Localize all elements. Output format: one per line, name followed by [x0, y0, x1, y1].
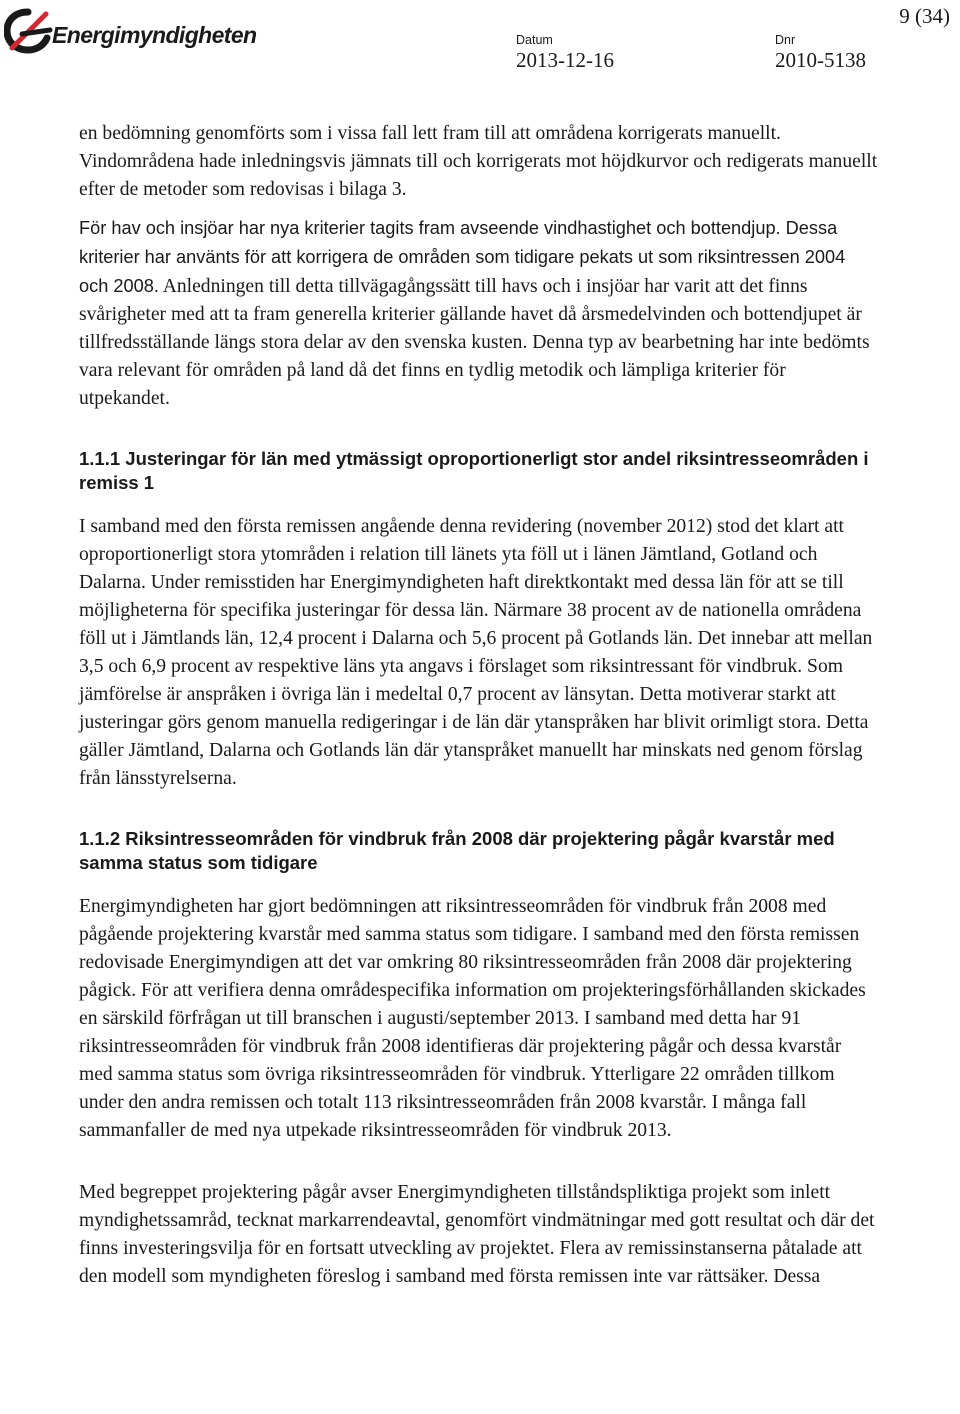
- energimyndigheten-logo: [4, 8, 54, 59]
- section-heading-1-1-1: 1.1.1 Justeringar för län med ytmässigt oproportionerligt stor andel riksintresseområden i remiss 1: [79, 448, 869, 493]
- paragraph-1: en bedömning genomförts som i vissa fall lett fram till att områdena korrigerats manuellt. Vindområdena hade inledningsvis jämnats till och korrigerats mot höjdkurvor och redigerats manuellt efter de metoder som redovisas i bilaga 3.: [79, 123, 878, 200]
- date-label: Datum: [516, 33, 553, 47]
- paragraph-3: I samband med den första remissen angående denna revidering (november 2012) stod det klart att oproportionerligt stora ytområden i relation till länets yta föll ut i länen Jämtland, Gotland och Dalarna. Under remisstiden har Energimyndigheten haft direktkontakt med dessa län för att se till möjligheterna för specifika justeringar för dessa län. Närmare 38 procent av de nationella områdena föll ut i Jämtlands län, 12,4 procent i Dalarna och 5,6 procent på Gotlands län. Det innebar att mellan 3,5 och 6,9 procent av respektive läns yta angavs i förslaget som riksintressant för vindbruk. Som jämförelse är anspråken i övriga län i medeltal 0,7 procent av länsytan. Detta motiverar starkt att justeringar görs genom manuella redigeringar i de län där ytanspråken har blivit orimligt stora. Detta gäller Jämtland, Dalarna och Gotlands län där ytanspråket manuellt har minskats ned genom förslag från länsstyrelserna.: [79, 516, 873, 789]
- dnr-value: 2010-5138: [775, 48, 866, 72]
- date-value: 2013-12-16: [516, 48, 614, 72]
- paragraph-5: Med begreppet projektering pågår avser Energimyndigheten tillståndspliktiga projekt som inlett myndighetssamråd, tecknat markarrendeavtal, genomfört vindmätningar med gott resultat och där det finns investeringsvilja för en fortsatt utveckling av projektet. Flera av remissinstanserna påtalade att den modell som myndigheten föreslog i samband med första remissen inte var rättsäker. Dessa: [79, 1182, 875, 1287]
- paragraph-2: [79, 214, 879, 413]
- page-number: 9 (34): [899, 4, 950, 28]
- paragraph-4: Energimyndigheten har gjort bedömningen att riksintresseområden för vindbruk från 2008 med pågående projektering kvarstår med samma status som tidigare. I samband med den första remissen redovisade Energimyndigen att det var omkring 80 riksintresseområden från 2008 där projektering pågick. För att verifiera denna områdespecifika information om projekteringsförhållanden skickades en särskild förfrågan ut till branschen i augusti/september 2013. I samband med detta har 91 riksintresseområden för vindbruk från 2008 identifieras där projektering pågår och dessa kvarstår med samma status som övriga riksintresseområden för vindbruk. Ytterligare 22 områden tillkom under den andra remissen och totalt 113 riksintresseområden från 2008 kvarstår. I många fall sammanfaller de med nya utpekade riksintresseområden för vindbruk 2013.: [79, 896, 866, 1141]
- paragraph-2-part-2: Anledningen till detta tillvägagångssätt till havs och i insjöar har varit att det finns svårigheter med att ta fram generella kriterier gällande havet då årsmedelvinden och bottendjupet är tillfredsställande längs stora delar av den svenska kusten. Denna typ av bearbetning har inte bedömts vara relevant för områden på land då det finns en tydlig metodik och lämpliga kriterier för utpekandet.: [79, 276, 870, 409]
- document-body: [79, 120, 879, 1291]
- dnr-label: Dnr: [775, 33, 796, 47]
- paragraph-2-part-1: För hav och insjöar har nya kriterier tagits fram avseende vindhastighet och bottendjup. Dessa kriterier har använts för att korrigera de områden som tidigare pekats ut som riksintressen 2004 och 2008.: [79, 218, 846, 296]
- logo-swoosh-icon: [4, 8, 54, 54]
- logo-wordmark: Energimyndigheten: [52, 22, 257, 48]
- section-heading-1-1-2: 1.1.2 Riksintresseområden för vindbruk från 2008 där projektering pågår kvarstår med samma status som tidigare: [79, 828, 835, 873]
